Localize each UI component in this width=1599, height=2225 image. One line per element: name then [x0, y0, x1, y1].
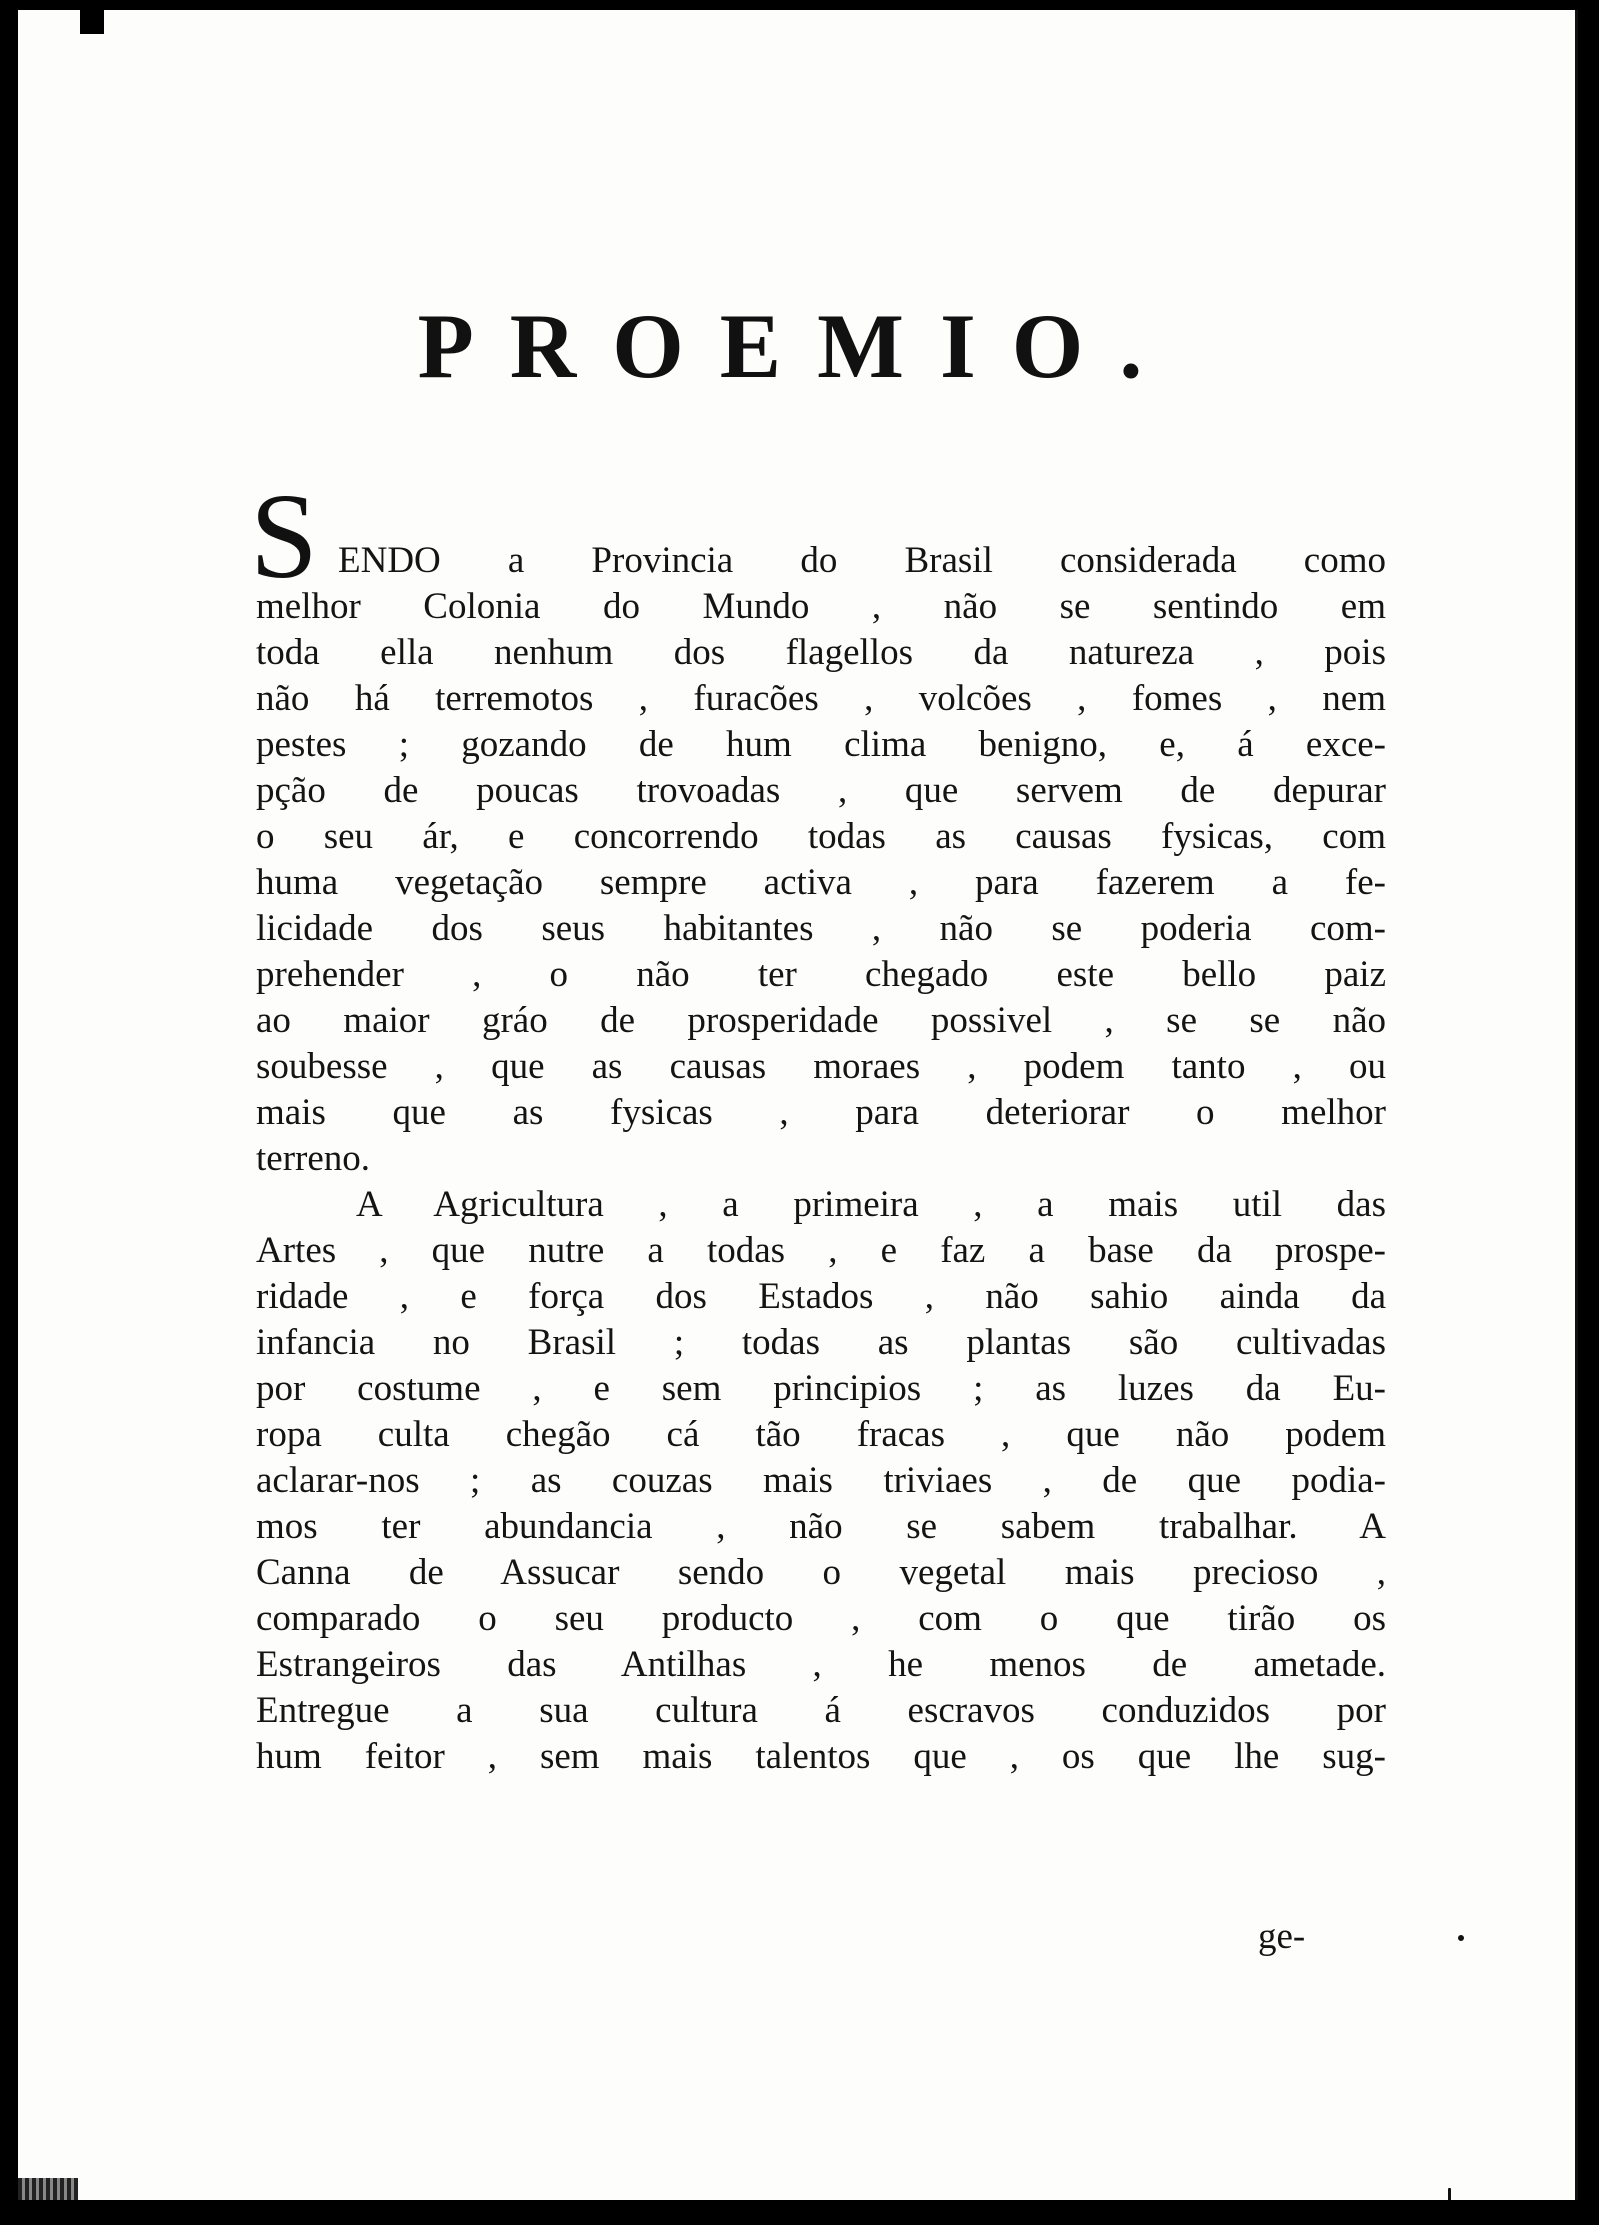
text-line: Canna de Assucar sendo o vegetal mais precioso ,: [256, 1552, 1386, 1593]
text-line: Artes , que nutre a todas , e faz a base da prospe-: [256, 1230, 1386, 1271]
text-line: soubesse , que as causas moraes , podem tanto , ou: [256, 1046, 1386, 1087]
text-line: o seu ár, e concorrendo todas as causas fysicas, com: [256, 816, 1386, 857]
text-line: aclarar-nos ; as couzas mais triviaes , de que podia-: [256, 1460, 1386, 1501]
ink-speck: [1448, 2188, 1451, 2200]
text-line: não há terremotos , furacões , volcões , fomes , nem: [256, 678, 1386, 719]
text-line: Entregue a sua cultura á escravos conduzidos por: [256, 1690, 1386, 1731]
binding-mark: [80, 10, 104, 34]
text-line: huma vegetação sempre activa , para fazerem a fe-: [256, 862, 1386, 903]
text-line: pção de poucas trovoadas , que servem de depurar: [256, 770, 1386, 811]
text-line: toda ella nenhum dos flagellos da natureza , pois: [256, 632, 1386, 673]
page-title: PROEMIO.: [417, 295, 1179, 397]
paragraph-1: [250, 469, 1386, 1182]
text-line: A Agricultura , a primeira , a mais util das: [356, 1184, 1386, 1225]
text-line: pestes ; gozando de hum clima benigno, e, á exce-: [256, 724, 1386, 765]
book-page: [18, 10, 1578, 2200]
drop-cap: S: [250, 469, 318, 604]
text-line: ao maior gráo de prosperidade possivel , se se não: [256, 1000, 1386, 1041]
scan-strip: [18, 2178, 78, 2200]
text-line: prehender , o não ter chegado este bello paiz: [256, 954, 1386, 995]
text-line: comparado o seu producto , com o que tirão os: [256, 1598, 1386, 1639]
text-line: hum feitor , sem mais talentos que , os que lhe sug-: [256, 1736, 1386, 1777]
ink-speck: [1458, 1935, 1464, 1941]
text-line: mos ter abundancia , não se sabem trabalhar. A: [256, 1506, 1386, 1547]
catchword: ge-: [1258, 1916, 1306, 1957]
text-line: ridade , e força dos Estados , não sahio ainda da: [256, 1276, 1386, 1317]
text-line: terreno.: [256, 1138, 371, 1179]
text-line: Estrangeiros das Antilhas , he menos de ametade.: [256, 1644, 1386, 1685]
text-line: ropa culta chegão cá tão fracas , que não podem: [256, 1414, 1386, 1455]
text-line: S ENDO a Provincia do Brasil considerada como: [250, 469, 1386, 604]
text-line: melhor Colonia do Mundo , não se sentindo em: [256, 586, 1386, 627]
paragraph-2: [256, 1182, 1386, 1780]
text-line: infancia no Brasil ; todas as plantas são cultivadas: [256, 1322, 1386, 1363]
text-line: licidade dos seus habitantes , não se poderia com-: [256, 908, 1386, 949]
text-line: mais que as fysicas , para deteriorar o melhor: [256, 1092, 1386, 1133]
text-line: por costume , e sem principios ; as luzes da Eu-: [256, 1368, 1386, 1409]
body-text: [250, 469, 1386, 1780]
